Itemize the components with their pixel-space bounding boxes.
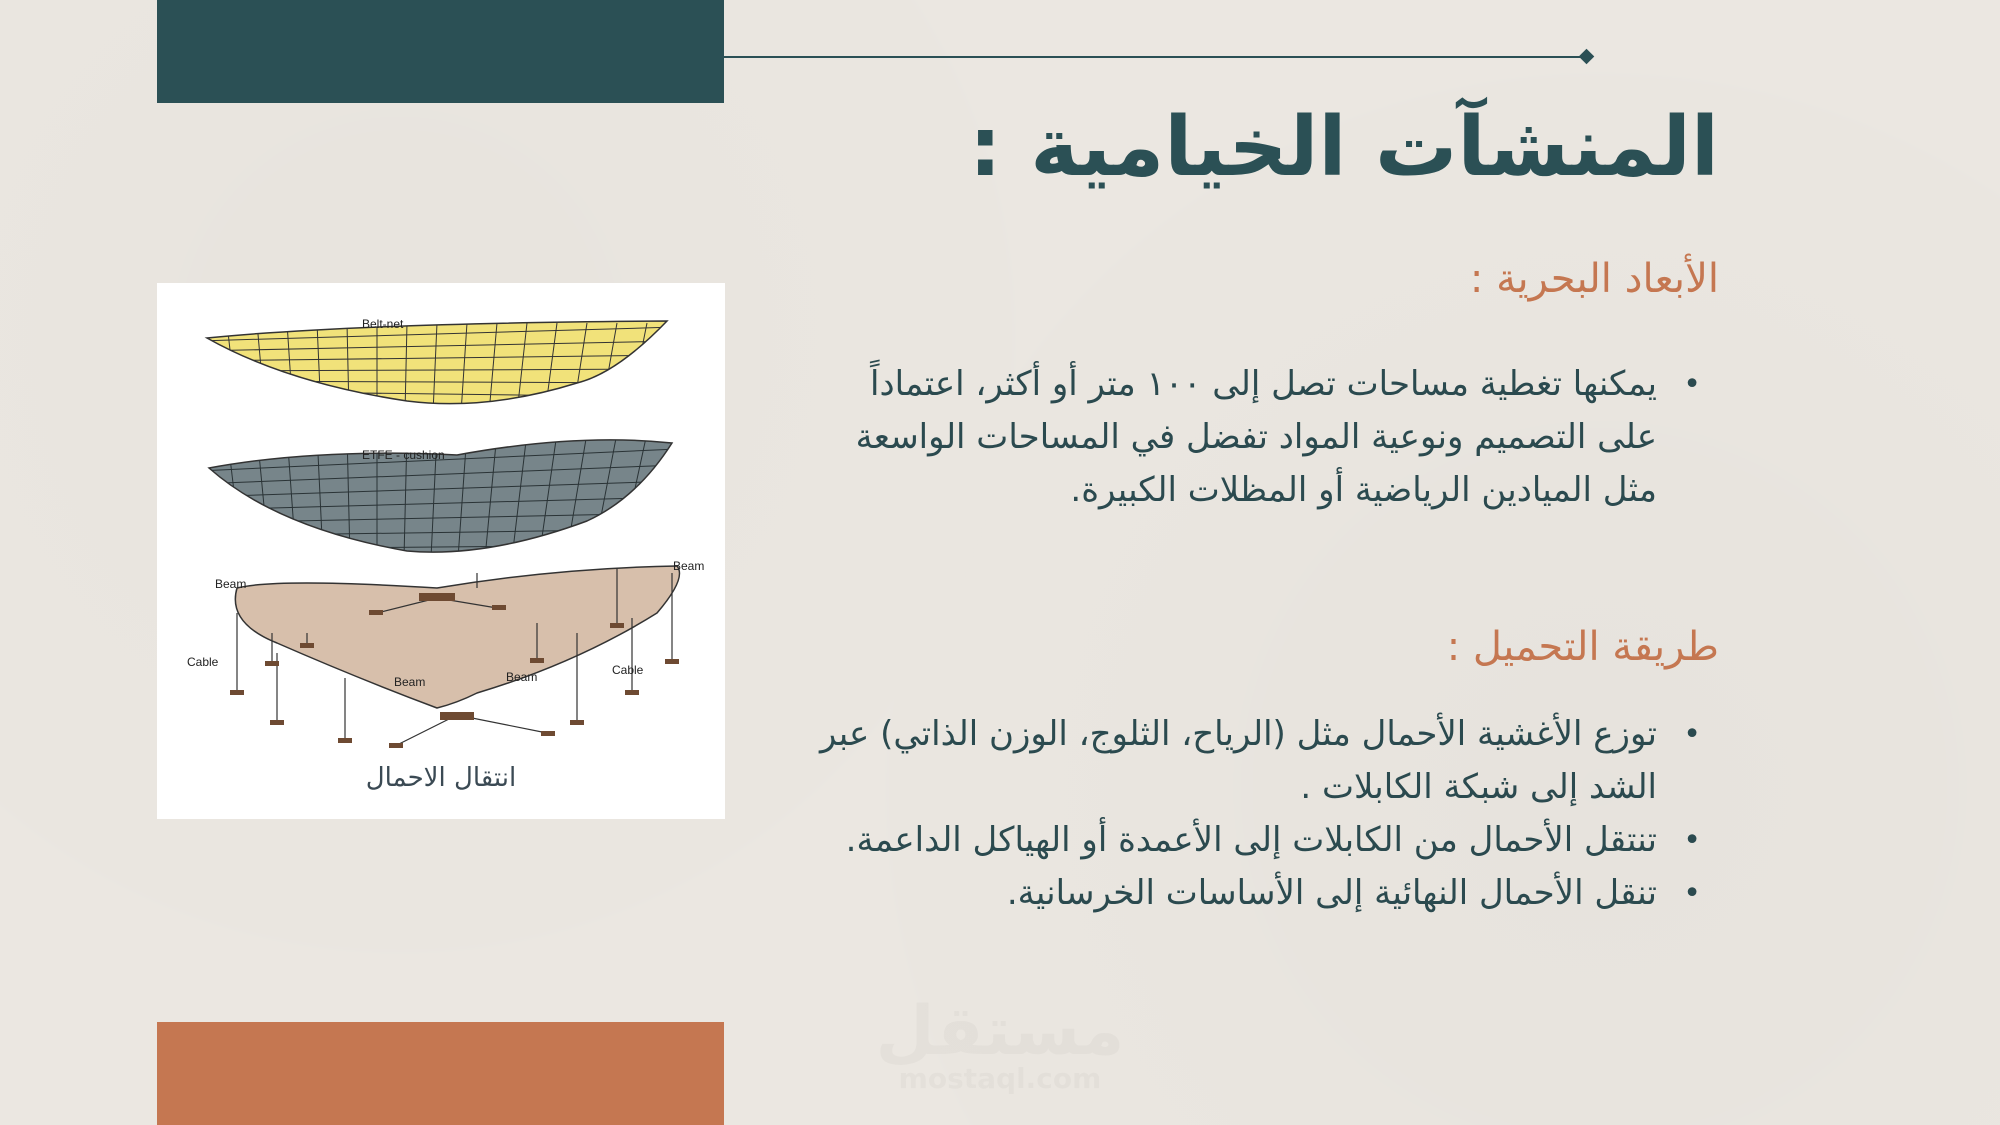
beam-label-left: Beam [215, 577, 247, 591]
bullet-dot: • [1683, 717, 1701, 752]
etfe-cushion-layer [197, 433, 677, 558]
bullet-dot: • [1683, 876, 1701, 911]
membrane-layers-diagram [157, 283, 725, 819]
list-item-text: تنتقل الأحمال من الكابلات إلى الأعمدة أو الهياكل الداعمة. [845, 820, 1657, 860]
bullet-dot: • [1683, 367, 1701, 402]
list-item [819, 708, 1719, 814]
header-rule [724, 56, 1586, 58]
list-item-text: توزع الأغشية الأحمال مثل (الرياح، الثلوج، الوزن الذاتي) عبر الشد إلى شبكة الكابلات . [819, 714, 1657, 807]
belt-net-label: Belt-net [362, 317, 404, 331]
beam-label-right: Beam [673, 559, 705, 573]
beam-label-center-left: Beam [394, 675, 426, 689]
header-rule-diamond [1579, 49, 1595, 65]
cable-label-right: Cable [612, 663, 644, 677]
list-item-text: تنقل الأحمال النهائية إلى الأساسات الخرسانية. [1006, 873, 1657, 913]
list-item [819, 358, 1719, 517]
slide-title: المنشآت الخيامية : [968, 100, 1719, 195]
watermark-arabic: مستقل [875, 992, 1125, 1071]
loading-bullet-list [819, 708, 1719, 920]
belt-net-layer [197, 313, 677, 413]
dimensions-bullet-list [819, 358, 1719, 517]
list-item [819, 814, 1719, 867]
top-accent-bar [157, 0, 724, 103]
beam-label-center-right: Beam [506, 670, 538, 684]
list-item [819, 867, 1719, 920]
cable-label-left: Cable [187, 655, 219, 669]
figure-caption: انتقال الاحمال [365, 763, 517, 793]
mostaql-watermark [860, 992, 1140, 1102]
bullet-dot: • [1683, 823, 1701, 858]
section-heading-dimensions: الأبعاد البحرية : [1469, 256, 1719, 302]
bottom-accent-bar [157, 1022, 724, 1125]
load-transfer-figure [157, 283, 725, 819]
etfe-label: ETFE - cushion [362, 448, 445, 462]
section-heading-loading: طريقة التحميل : [1446, 624, 1719, 670]
watermark-latin: mostaql.com [898, 1062, 1102, 1095]
support-structure-layer [187, 559, 704, 748]
list-item-text: يمكنها تغطية مساحات تصل إلى ١٠٠ متر أو أكثر، اعتماداً على التصميم ونوعية المواد تفضل في المساحات الواسعة مثل الميادين الرياضية أو المظلات الكبيرة. [855, 364, 1657, 510]
